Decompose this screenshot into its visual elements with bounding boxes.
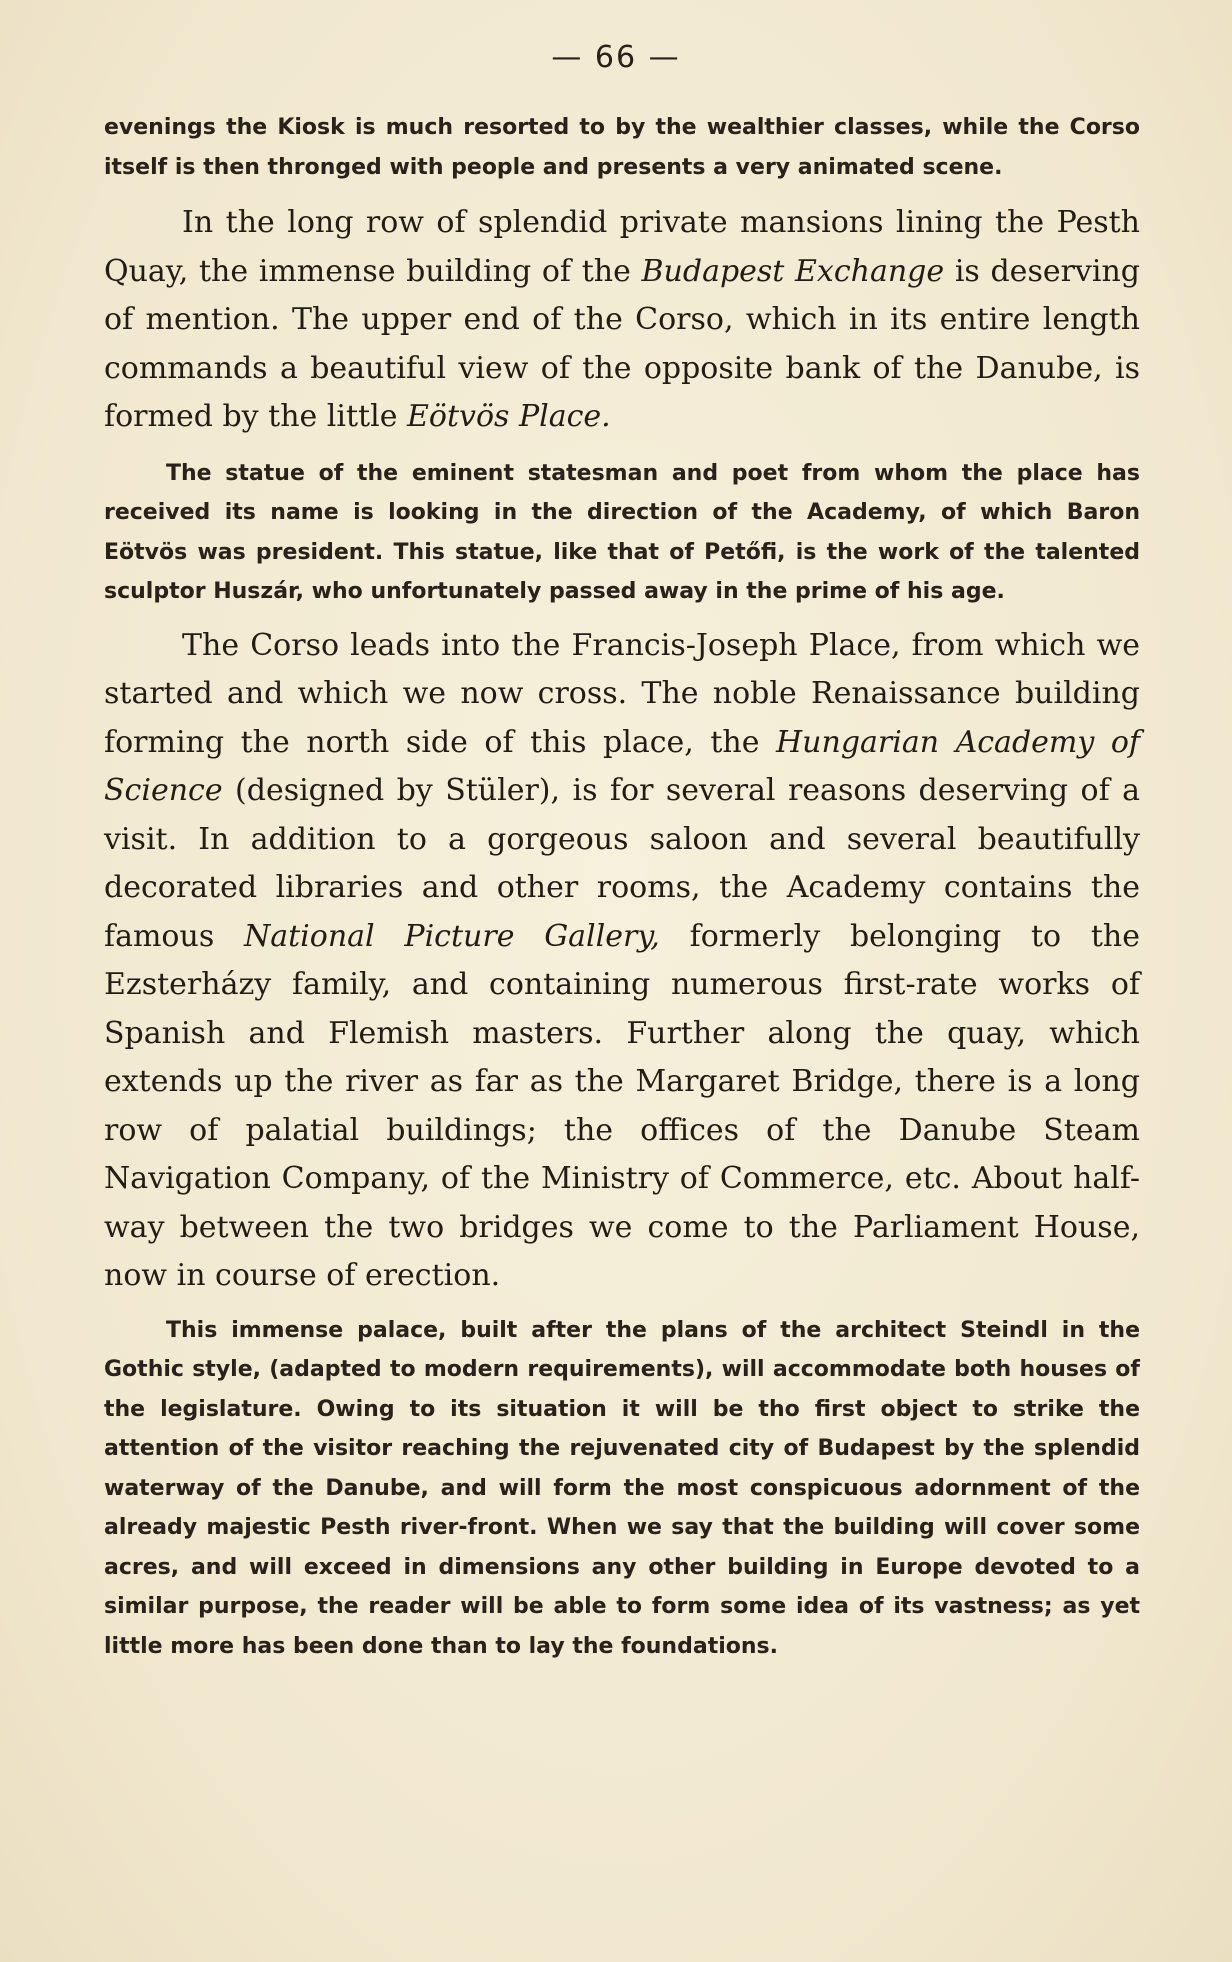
- italic-eotvos-place: Eötvös Place.: [407, 399, 611, 434]
- paragraph-pesth-quay: [104, 199, 1140, 442]
- text-span: The Corso leads into the Francis-Joseph Place, from which we started and which we now cross. The noble Renaissance building forming the north side of this place, the: [104, 627, 1140, 760]
- paragraph-kiosk-evenings: evenings the Kiosk is much resorted to by the wealthier classes, while the Corso itself is then thronged with people and presents a very animated scene.: [104, 115, 1140, 180]
- page-number: — 66 —: [551, 40, 681, 75]
- text-span: formerly belonging to the Ezsterházy family, and containing numerous first-rate works of Spanish and Flemish masters. Further along the quay, which extends up the river as far as the Margaret Bridge, there is a long row of palatial buildings; the offices of the Danube Steam Navigation Company, of the Ministry of Commerce, etc. About half-way between the two bridges we come to the Parliament House, now in course of erection.: [104, 918, 1140, 1293]
- text-span: (designed by Stüler), is for several reasons deserving of a visit. In addition to a gorgeous saloon and several beautifully decorated libraries and other rooms, the Academy contains the famous: [104, 773, 1140, 954]
- italic-hungarian-academy: Hungarian Academy of Science: [104, 724, 1141, 808]
- text-span: is deserving of mention. The upper end of the Corso, which in its entire length commands a beautiful view of the opposite bank of the Danube, is formed by the little: [104, 253, 1140, 434]
- paragraph-eotvos-statue: The statue of the eminent statesman and poet from whom the place has received its name is looking in the direction of the Academy, of which Baron Eötvös was president. This statue, like that of Petőfi, is the work of the talented sculptor Huszár, who unfortunately passed away in the prime of his age.: [104, 460, 1140, 604]
- paragraph-parliament-palace: This immense palace, built after the plans of the architect Steindl in the Gothic style, (adapted to modern requirements), will accommodate both houses of the legislature. Owing to its situation it will be tho first object to strike the attention of the visitor reaching the rejuvenated city of Budapest by the splendid waterway of the Danube, and will form the most conspicuous adornment of the already majestic Pesth river-front. When we say that the building will cover some acres, and will exceed in dimensions any other building in Europe devoted to a similar purpose, the reader will be able to form some idea of its vastness; as yet little more has been done than to lay the foundations.: [104, 1317, 1140, 1659]
- text-span: In the long row of splendid private mansions lining the Pesth Quay, the immense building of the: [104, 205, 1140, 289]
- page-content: [104, 108, 1140, 1666]
- italic-national-picture-gallery: National Picture Gallery,: [243, 918, 660, 954]
- paragraph-francis-joseph-place: [104, 622, 1140, 1301]
- italic-budapest-exchange: Budapest Exchange: [641, 253, 945, 289]
